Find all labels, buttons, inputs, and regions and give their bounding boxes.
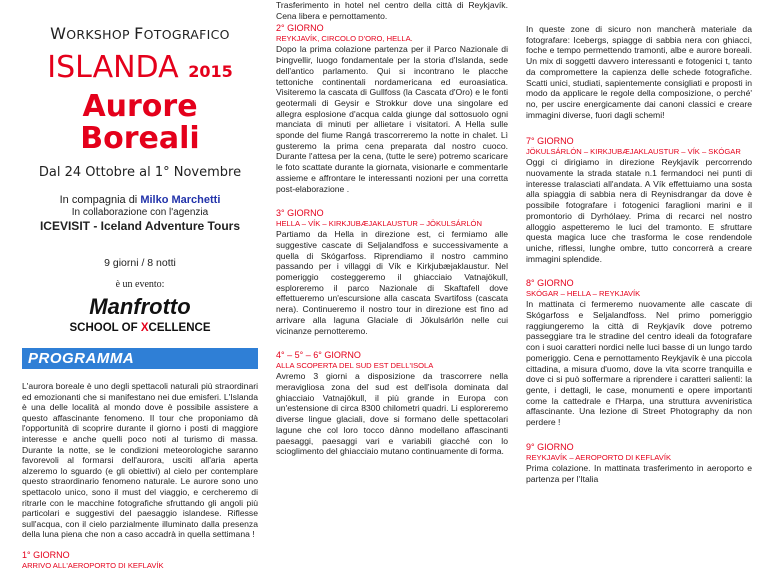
intro-text: L'aurora boreale è uno degli spettacoli naturali più straordinari ed emozionanti che si manifestano nei due emisferi. L'Islanda è una delle località al mondo dove è possibile assistere a questo affascinante fenomeno. Il tour che proponiamo dà l'opportunità di scoprire durante il giorno i posti di maggiore interesse e anche quelli poco noti al turismo di massa. Durante la notte, se le condizioni meteorologiche saranno favorevoli al formarsi dell'aurora, usciti all'aria aperta alzeremo lo sguardo (e gli obiettivi) al cielo per contemplare questo straordinario fenomeno naturale. Le aurore sono uno spettacolo unico, sono il must del viaggio, e cercheremo di ritrarle con le macchine fotografiche sfruttando gli angoli più particolari e suggestivi del paesaggio islandese. Riflesse sull'acqua, con il cielo parzialmente illuminato dalla presenza della luna piena che non a caso accadrà in quella settimana ! bbox=[22, 381, 258, 540]
day-4-6-text-continued: In queste zone di sicuro non mancherà materiale da fotografare: Icebergs, spiagge di sabbia nera con ghiacci, foche e tempo permettendo tramonti, albe e aurore boreali. Un mix di soggetti davvero interessanti e fotogenici t, tanto da compromettere la capienza delle schede fotografiche. Scatti unici, studiati, sapientemente consigliati e proposti in modo da applicare le regole della composizione, o perché' no, per uscire energicamente dai canoni classici e creare immagini diverse, fuori dagli schemi! bbox=[526, 24, 752, 120]
day-1-subtitle: ARRIVO ALL'AEROPORTO DI KEFLAVÍK bbox=[22, 560, 164, 570]
day-3-heading: 3° GIORNO bbox=[276, 208, 324, 219]
left-column bbox=[22, 0, 258, 570]
day-8-subtitle: SKÓGAR – HELLA – REYKJAVÍK bbox=[526, 289, 641, 299]
day-1-heading: 1° GIORNO bbox=[22, 549, 70, 560]
day-9-text: Prima colazione. In mattinata trasferimento in aeroporto e partenza per l'Italia bbox=[526, 462, 752, 484]
day-8-text: In mattinata ci fermeremo nuovamente alle cascate di Skógarfoss e Seljalandfoss. Nel primo pomeriggio raggiungeremo la città di Reykjavík dove potremo passeggiare tra le stradine del centro ideali da fotografare con i suoi caratteri nordici nelle luci basse di un lungo tardo pomeriggio. Cena e pernottamento Reykjavík è una piccola cittadina, a misura d'uomo, dove la vita scorre tranquilla e dove ci si può soffermare a riprendere i caratteri salienti: la gente, i dettagli, le case, monumenti e opere importanti come la cattedrale e l'Harpa, una struttura avveniristica affascinante. Una lezione di Street Photography da non perdere ! bbox=[526, 299, 752, 428]
day-4-6-subtitle: ALLA SCOPERTA DEL SUD EST DELL'ISOLA bbox=[276, 361, 434, 371]
day-9-subtitle: REYKJAVÍK – AEROPORTO DI KEFLAVÍK bbox=[526, 452, 672, 462]
workshop-word-2: OTOGRAFICO bbox=[143, 27, 230, 42]
destination-name: ISLANDA bbox=[47, 50, 179, 85]
manfrotto-logo bbox=[65, 294, 215, 336]
duration: 9 giorni / 8 notti bbox=[104, 257, 176, 269]
photographer-name: Milko Marchetti bbox=[140, 194, 221, 206]
day-7-text: Oggi ci dirigiamo in direzione Reykjavík percorrendo nuovamente la strada statale n.1 fermandoci nei punti di interesse tralasciati all'andata. A Vík effettuiamo una sosta alla spiaggia di sabbia nera di Reynisdrangar da dove è possibile fotografare i fotogenici faraglioni marini e il promontorio di Dyrhólaey. Prima di recarci nel nostro alloggio aspetteremo le luci del tramonto. E sfruttare questa magica luce che trasforma le cose rendendole uniche, riflessi, lunghe ombre, tutto concorrerà a creare immagini splendide. bbox=[526, 157, 752, 264]
company-line bbox=[22, 194, 258, 206]
collab-line: In collaborazione con l'agenzia bbox=[71, 207, 209, 218]
tour-year: 2015 bbox=[188, 62, 233, 81]
tour-dates: Dal 24 Ottobre al 1° Novembre bbox=[38, 165, 242, 180]
workshop-initial-w: W bbox=[50, 24, 67, 43]
day-3-subtitle: HELLA – VÍK – KIRKJUBÆJAKLAUSTUR – JÖKULSÁRLÓN bbox=[276, 219, 482, 229]
destination-title bbox=[22, 50, 258, 87]
workshop-initial-f: F bbox=[134, 24, 144, 43]
logo-bottom-text: SCHOOL OF XCELLENCE bbox=[69, 322, 211, 334]
workshop-word-1: ORKSHOP bbox=[66, 27, 135, 42]
day-4-6-heading: 4° – 5° – 6° GIORNO bbox=[276, 350, 361, 361]
day-8-heading: 8° GIORNO bbox=[526, 278, 574, 289]
day-1-text: Trasferimento in hotel nel centro della città di Reykjavík. Cena libera e pernottamento. bbox=[276, 0, 508, 21]
day-2-heading: 2° GIORNO bbox=[276, 23, 324, 34]
aurore-title: Aurore Boreali bbox=[80, 89, 200, 156]
right-column bbox=[526, 0, 752, 543]
programma-heading: PROGRAMMA bbox=[22, 348, 258, 369]
company-prefix: In compagnia di bbox=[59, 194, 138, 206]
day-9-heading: 9° GIORNO bbox=[526, 441, 574, 452]
day-3-text: Partiamo da Hella in direzione est, ci fermiamo alle suggestive cascate di Seljalandfoss e successivamente a quella di Skógarfoss. Riprendiamo il nostro cammino passando per i villaggi di Vík e Kirkjubæjaklaustur. Nel pomeriggio costeggeremo il ghiacciaio Vatnajökull, esploreremo il parco Nazionale di Skaftafell dove effettueremo un'escursione alla cascata Svartifoss (cascata nera). Continueremo il nostro tour in direzione est fino ad arrivare alla laguna Glaciale di Jökulsárlón nelle cui vicinanze pernotteremo. bbox=[276, 229, 508, 336]
day-4-6-text: Avremo 3 giorni a disposizione da trascorrere nella meravigliosa zona del sud est dell'isola dominata dal ghiacciaio Vatnajökull, il più grande in Europa con un'estensione di circa 8300 chilometri quadri. Li esploreremo diverse lingue glaciali, dove si formano delle spettacolari lagune che col loro tocco dànno modellano affascinanti paesaggi, paesaggi vari e variabili giacché con lo scioglimento del ghiacciaio mutano continuamente di forma. bbox=[276, 371, 508, 457]
middle-column bbox=[276, 0, 508, 543]
day-7-subtitle: JÖKULSÁRLÓN – KIRKJUBÆJAKLAUSTUR – VÍK – SKÓGAR bbox=[526, 147, 741, 157]
logo-top-text: Manfrotto bbox=[89, 294, 191, 319]
agency-name: ICEVISIT - Iceland Adventure Tours bbox=[39, 219, 241, 233]
day-2-text: Dopo la prima colazione partenza per il Parco Nazionale di Þingvellir, luogo fondamentale per la storia d'Islanda, sede dell'antico parlamento. Qui si incontrano le placche tettoniche continentali nordamericana ed euroasiatica. Visiteremo la cascata di Gullfoss (la Cascata d'Oro) e le fonti geotermali di Geysir e Strokkur dove una singolare ed allegra esplosione d'acqua calda giunge dal sottosuolo ogni manciata di minuti per allietare i visitatori. A Hella sulle sponde del fiume Rangá trascorreremo la notte in chalet. Lì gusteremo la prima cena preparata dal nostro cuoco. Durante l'attesa per la cena, (tutte le sere) potremo scaricare le foto scattate durante la giornata, visionarle e commentarle assieme e affrontare le interessanti nozioni per una corretta post-elaborazione . bbox=[276, 44, 508, 194]
day-7-heading: 7° GIORNO bbox=[526, 136, 574, 147]
event-label: è un evento: bbox=[115, 279, 165, 290]
workshop-title bbox=[22, 24, 258, 43]
day-2-subtitle: REYKJAVÍK, CIRCOLO D'ORO, HELLA. bbox=[276, 34, 413, 44]
